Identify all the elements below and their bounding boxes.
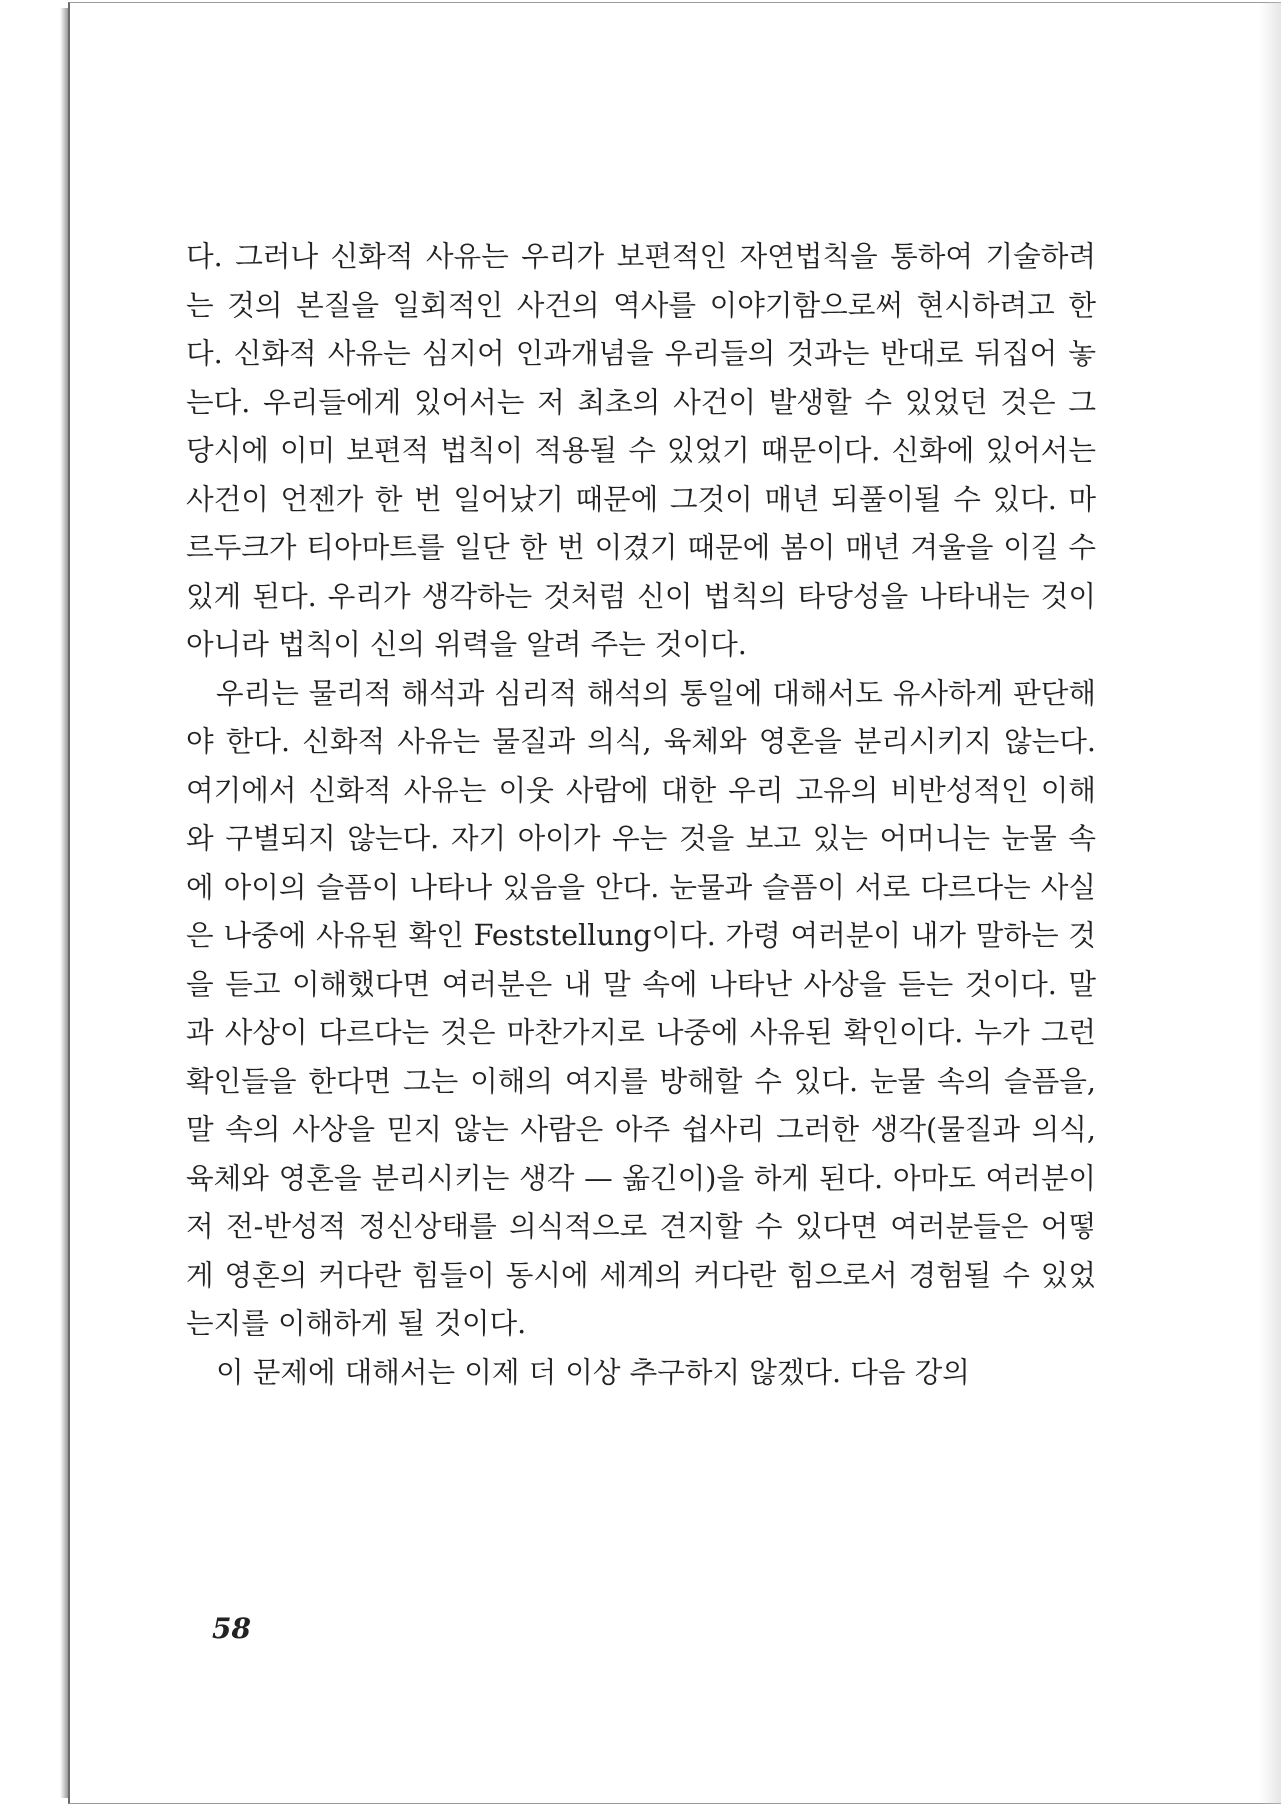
page-edge-shadow <box>1259 2 1281 1804</box>
paragraph-3: 이 문제에 대해서는 이제 더 이상 추구하지 않겠다. 다음 강의 <box>216 1354 970 1389</box>
paragraph-1: 다. 그러나 신화적 사유는 우리가 보편적인 자연법칙을 통하여 기술하려는 것의 본질을 일회적인 사건의 역사를 이야기함으로써 현시하려고 한다. 신화적 사유는 심지어 인과개념을 우리들의 것과는 반대로 뒤집어 놓는다. 우리들에게 있어서는 저 최초의 사건이 발생할 수 있었던 것은 그 당시에 이미 보편적 법칙이 적용될 수 있었기 때문이다. 신화에 있어서는 사건이 언젠가 한 번 일어났기 때문에 그것이 매년 되풀이될 수 있다. 마르두크가 티아마트를 일단 한 번 이겼기 때문에 봄이 매년 겨울을 이길 수 있게 된다. 우리가 생각하는 것처럼 신이 법칙의 타당성을 나타내는 것이 아니라 법칙이 신의 위력을 알려 주는 것이다. <box>186 239 1096 661</box>
page-number: 58 <box>212 1612 251 1645</box>
body-text <box>186 232 1096 1396</box>
book-spine-edge <box>60 8 68 1798</box>
paragraph-2: 우리는 물리적 해석과 심리적 해석의 통일에 대해서도 유사하게 판단해야 한다. 신화적 사유는 물질과 의식, 육체와 영혼을 분리시키지 않는다. 여기에서 신화적 사유는 이웃 사람에 대한 우리 고유의 비반성적인 이해와 구별되지 않는다. 자기 아이가 우는 것을 보고 있는 어머니는 눈물 속에 아이의 슬픔이 나타나 있음을 안다. 눈물과 슬픔이 서로 다르다는 사실은 나중에 사유된 확인 Feststellung이다. 가령 여러분이 내가 말하는 것을 듣고 이해했다면 여러분은 내 말 속에 나타난 사상을 듣는 것이다. 말과 사상이 다르다는 것은 마찬가지로 나중에 사유된 확인이다. 누가 그런 확인들을 한다면 그는 이해의 여지를 방해할 수 있다. 눈물 속의 슬픔을, 말 속의 사상을 믿지 않는 사람은 아주 쉽사리 그러한 생각(물질과 의식, 육체와 영혼을 분리시키는 생각 — 옮긴이)을 하게 된다. 아마도 여러분이 저 전-반성적 정신상태를 의식적으로 견지할 수 있다면 여러분들은 어떻게 영혼의 커다란 힘들이 동시에 세계의 커다란 힘으로서 경험될 수 있었는지를 이해하게 될 것이다. <box>186 675 1096 1340</box>
